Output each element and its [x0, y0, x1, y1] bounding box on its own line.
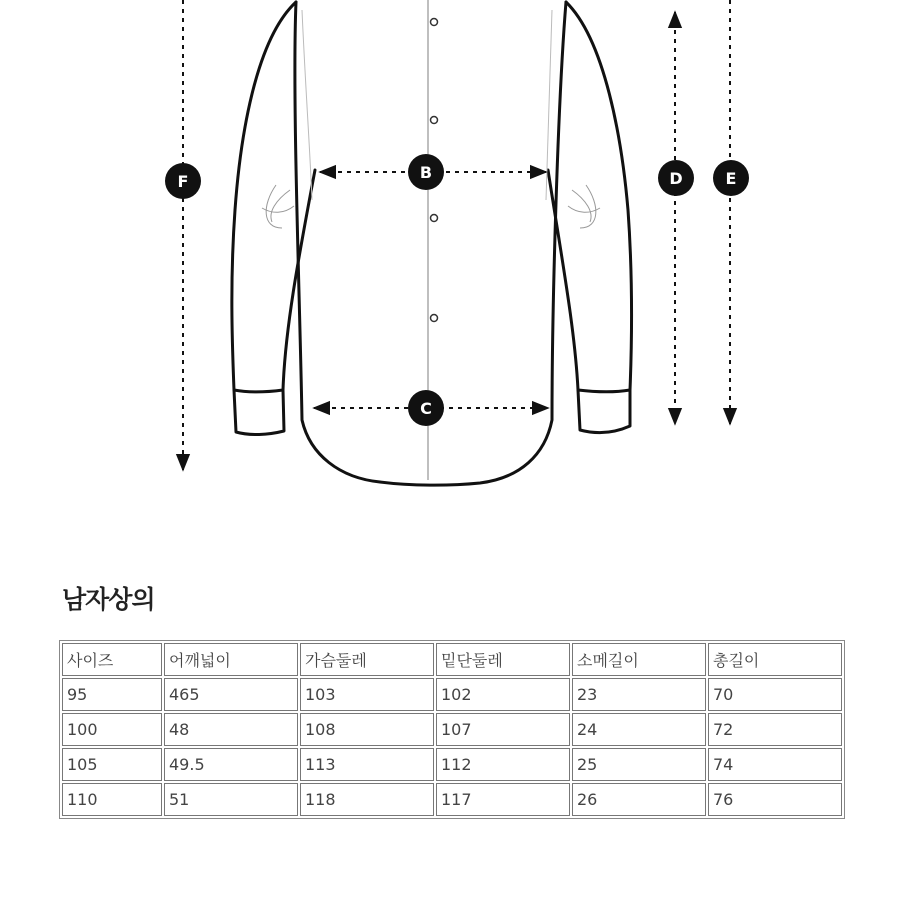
- table-cell: 102: [436, 678, 570, 711]
- dimension-lines: [183, 0, 730, 470]
- table-cell: 465: [164, 678, 298, 711]
- table-header-cell: 소메길이: [572, 643, 706, 676]
- button-icon: [431, 117, 438, 124]
- table-cell: 23: [572, 678, 706, 711]
- badge-e: [713, 160, 749, 196]
- badge-label-b: B: [419, 163, 433, 182]
- table-row: [62, 678, 842, 711]
- table-header-cell: 총길이: [708, 643, 842, 676]
- badge-b: [408, 154, 444, 190]
- table-cell: 105: [62, 748, 162, 781]
- table-cell: 70: [708, 678, 842, 711]
- table-cell: 100: [62, 713, 162, 746]
- badge-label-c: C: [420, 399, 432, 418]
- table-row: [62, 713, 842, 746]
- badge-label-e: E: [725, 169, 737, 188]
- table-cell: 95: [62, 678, 162, 711]
- badge-d: [658, 160, 694, 196]
- table-header-cell: 밑단둘레: [436, 643, 570, 676]
- table-cell: 51: [164, 783, 298, 816]
- table-cell: 76: [708, 783, 842, 816]
- badge-label-d: D: [669, 169, 683, 188]
- table-cell: 72: [708, 713, 842, 746]
- size-table-body: [62, 643, 842, 816]
- table-cell: 117: [436, 783, 570, 816]
- table-cell: 107: [436, 713, 570, 746]
- badge-c: [408, 390, 444, 426]
- table-header-cell: 사이즈: [62, 643, 162, 676]
- table-cell: 49.5: [164, 748, 298, 781]
- table-cell: 74: [708, 748, 842, 781]
- table-header-cell: 가슴둘레: [300, 643, 434, 676]
- badge-label-f: F: [177, 172, 189, 191]
- table-row: [62, 748, 842, 781]
- table-cell: 112: [436, 748, 570, 781]
- table-cell: 24: [572, 713, 706, 746]
- table-cell: 118: [300, 783, 434, 816]
- table-cell: 108: [300, 713, 434, 746]
- table-cell: 25: [572, 748, 706, 781]
- table-header-row: [62, 643, 842, 676]
- button-icon: [431, 315, 438, 322]
- table-cell: 26: [572, 783, 706, 816]
- size-table: [59, 640, 845, 819]
- button-icon: [431, 215, 438, 222]
- badge-f: [165, 163, 201, 199]
- table-row: [62, 783, 842, 816]
- table-cell: 103: [300, 678, 434, 711]
- table-cell: 48: [164, 713, 298, 746]
- section-title: 남자상의: [62, 585, 155, 614]
- table-cell: 110: [62, 783, 162, 816]
- table-header-cell: 어깨넓이: [164, 643, 298, 676]
- table-cell: 113: [300, 748, 434, 781]
- button-icon: [431, 19, 438, 26]
